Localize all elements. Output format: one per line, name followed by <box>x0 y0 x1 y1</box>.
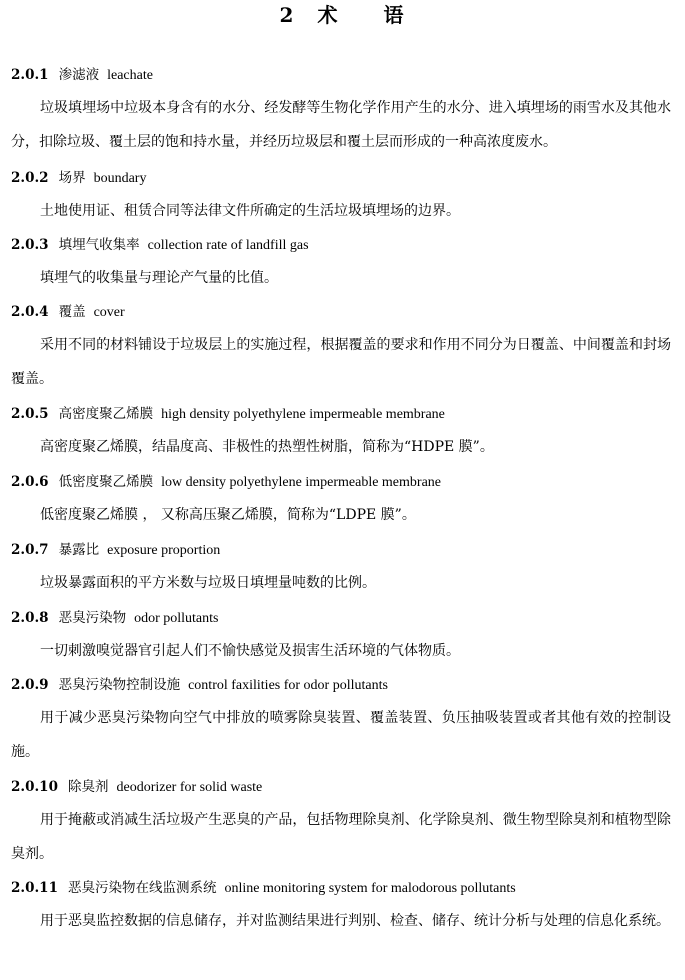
term-chinese: 填埋气收集率 <box>58 237 140 253</box>
term-number: 2.0.9 <box>11 677 49 693</box>
term-heading <box>11 675 673 695</box>
term-heading <box>11 472 673 492</box>
term-number: 2.0.11 <box>11 880 58 896</box>
term-chinese: 低密度聚乙烯膜 <box>58 474 154 490</box>
term-definition: 用于掩蔽或消减生活垃圾产生恶臭的产品，包括物理除臭剂、化学除臭剂、微生物型除臭剂和植物型除臭剂。 <box>11 812 671 862</box>
term-definition: 垃圾填埋场中垃圾本身含有的水分、经发酵等生物化学作用产生的水分、进入填埋场的雨雪水及其他水分，扣除垃圾、覆土层的饱和持水量，并经历垃圾层和覆土层而形成的一种高浓度废水。 <box>11 100 671 150</box>
term-definition: 土地使用证、租赁合同等法律文件所确定的生活垃圾填埋场的边界。 <box>40 203 460 219</box>
term-number: 2.0.4 <box>11 304 49 320</box>
term-chinese: 高密度聚乙烯膜 <box>58 406 154 422</box>
term-chinese: 恶臭污染物在线监测系统 <box>67 880 217 896</box>
term-number: 2.0.6 <box>11 474 49 490</box>
term-chinese: 恶臭污染物 <box>58 610 127 626</box>
term-number: 2.0.2 <box>11 170 49 186</box>
term-heading <box>11 540 673 560</box>
term-chinese: 恶臭污染物控制设施 <box>58 677 181 693</box>
term-chinese: 除臭剂 <box>67 779 109 795</box>
term-number: 2.0.5 <box>11 406 49 422</box>
term-heading <box>11 302 673 322</box>
term-number: 2.0.3 <box>11 237 49 253</box>
chapter-title: 2 术 语 <box>279 3 406 27</box>
term-definition: 用于减少恶臭污染物向空气中排放的喷雾除臭装置、覆盖装置、负压抽吸装置或者其他有效的控制设施。 <box>11 710 671 760</box>
term-english: high density polyethylene impermeable membrane <box>161 407 445 422</box>
term-heading <box>11 65 673 85</box>
term-english: low density polyethylene impermeable membrane <box>161 475 442 490</box>
term-number: 2.0.10 <box>11 779 58 795</box>
term-english: online monitoring system for malodorous pollutants <box>224 881 516 896</box>
term-chinese: 场界 <box>58 170 86 186</box>
term-english: control faxilities for odor pollutants <box>188 678 388 693</box>
term-english: boundary <box>93 171 147 186</box>
term-heading <box>11 235 673 255</box>
term-definition: 垃圾暴露面积的平方米数与垃圾日填埋量吨数的比例。 <box>40 575 376 591</box>
term-number: 2.0.7 <box>11 542 49 558</box>
term-heading <box>11 878 673 898</box>
term-definition: 低密度聚乙烯膜 ， 又称高压聚乙烯膜，简称为“LDPE 膜”。 <box>40 507 416 523</box>
term-english: collection rate of landfill gas <box>147 238 309 253</box>
term-chinese: 覆盖 <box>58 304 86 320</box>
term-heading <box>11 168 673 188</box>
term-heading <box>11 608 673 628</box>
term-english: exposure proportion <box>107 543 221 558</box>
term-number: 2.0.8 <box>11 610 49 626</box>
term-definition: 用于恶臭监控数据的信息储存，并对监测结果进行判别、检查、储存、统计分析与处理的信息化系统。 <box>40 913 670 929</box>
term-definition: 采用不同的材料铺设于垃圾层上的实施过程，根据覆盖的要求和作用不同分为日覆盖、中间覆盖和封场覆盖。 <box>11 337 671 387</box>
term-english: odor pollutants <box>134 611 219 626</box>
term-english: leachate <box>107 68 153 83</box>
term-definition: 一切刺激嗅觉器官引起人们不愉快感觉及损害生活环境的气体物质。 <box>40 643 460 659</box>
term-number: 2.0.1 <box>11 67 49 83</box>
term-chinese: 暴露比 <box>58 542 100 558</box>
term-chinese: 渗滤液 <box>58 67 100 83</box>
term-english: deodorizer for solid waste <box>116 780 263 795</box>
term-heading <box>11 777 673 797</box>
term-english: cover <box>93 305 125 320</box>
term-definition: 高密度聚乙烯膜，结晶度高、非极性的热塑性树脂，简称为“HDPE 膜”。 <box>40 439 494 455</box>
term-heading <box>11 404 673 424</box>
term-definition: 填埋气的收集量与理论产气量的比值。 <box>40 270 278 286</box>
